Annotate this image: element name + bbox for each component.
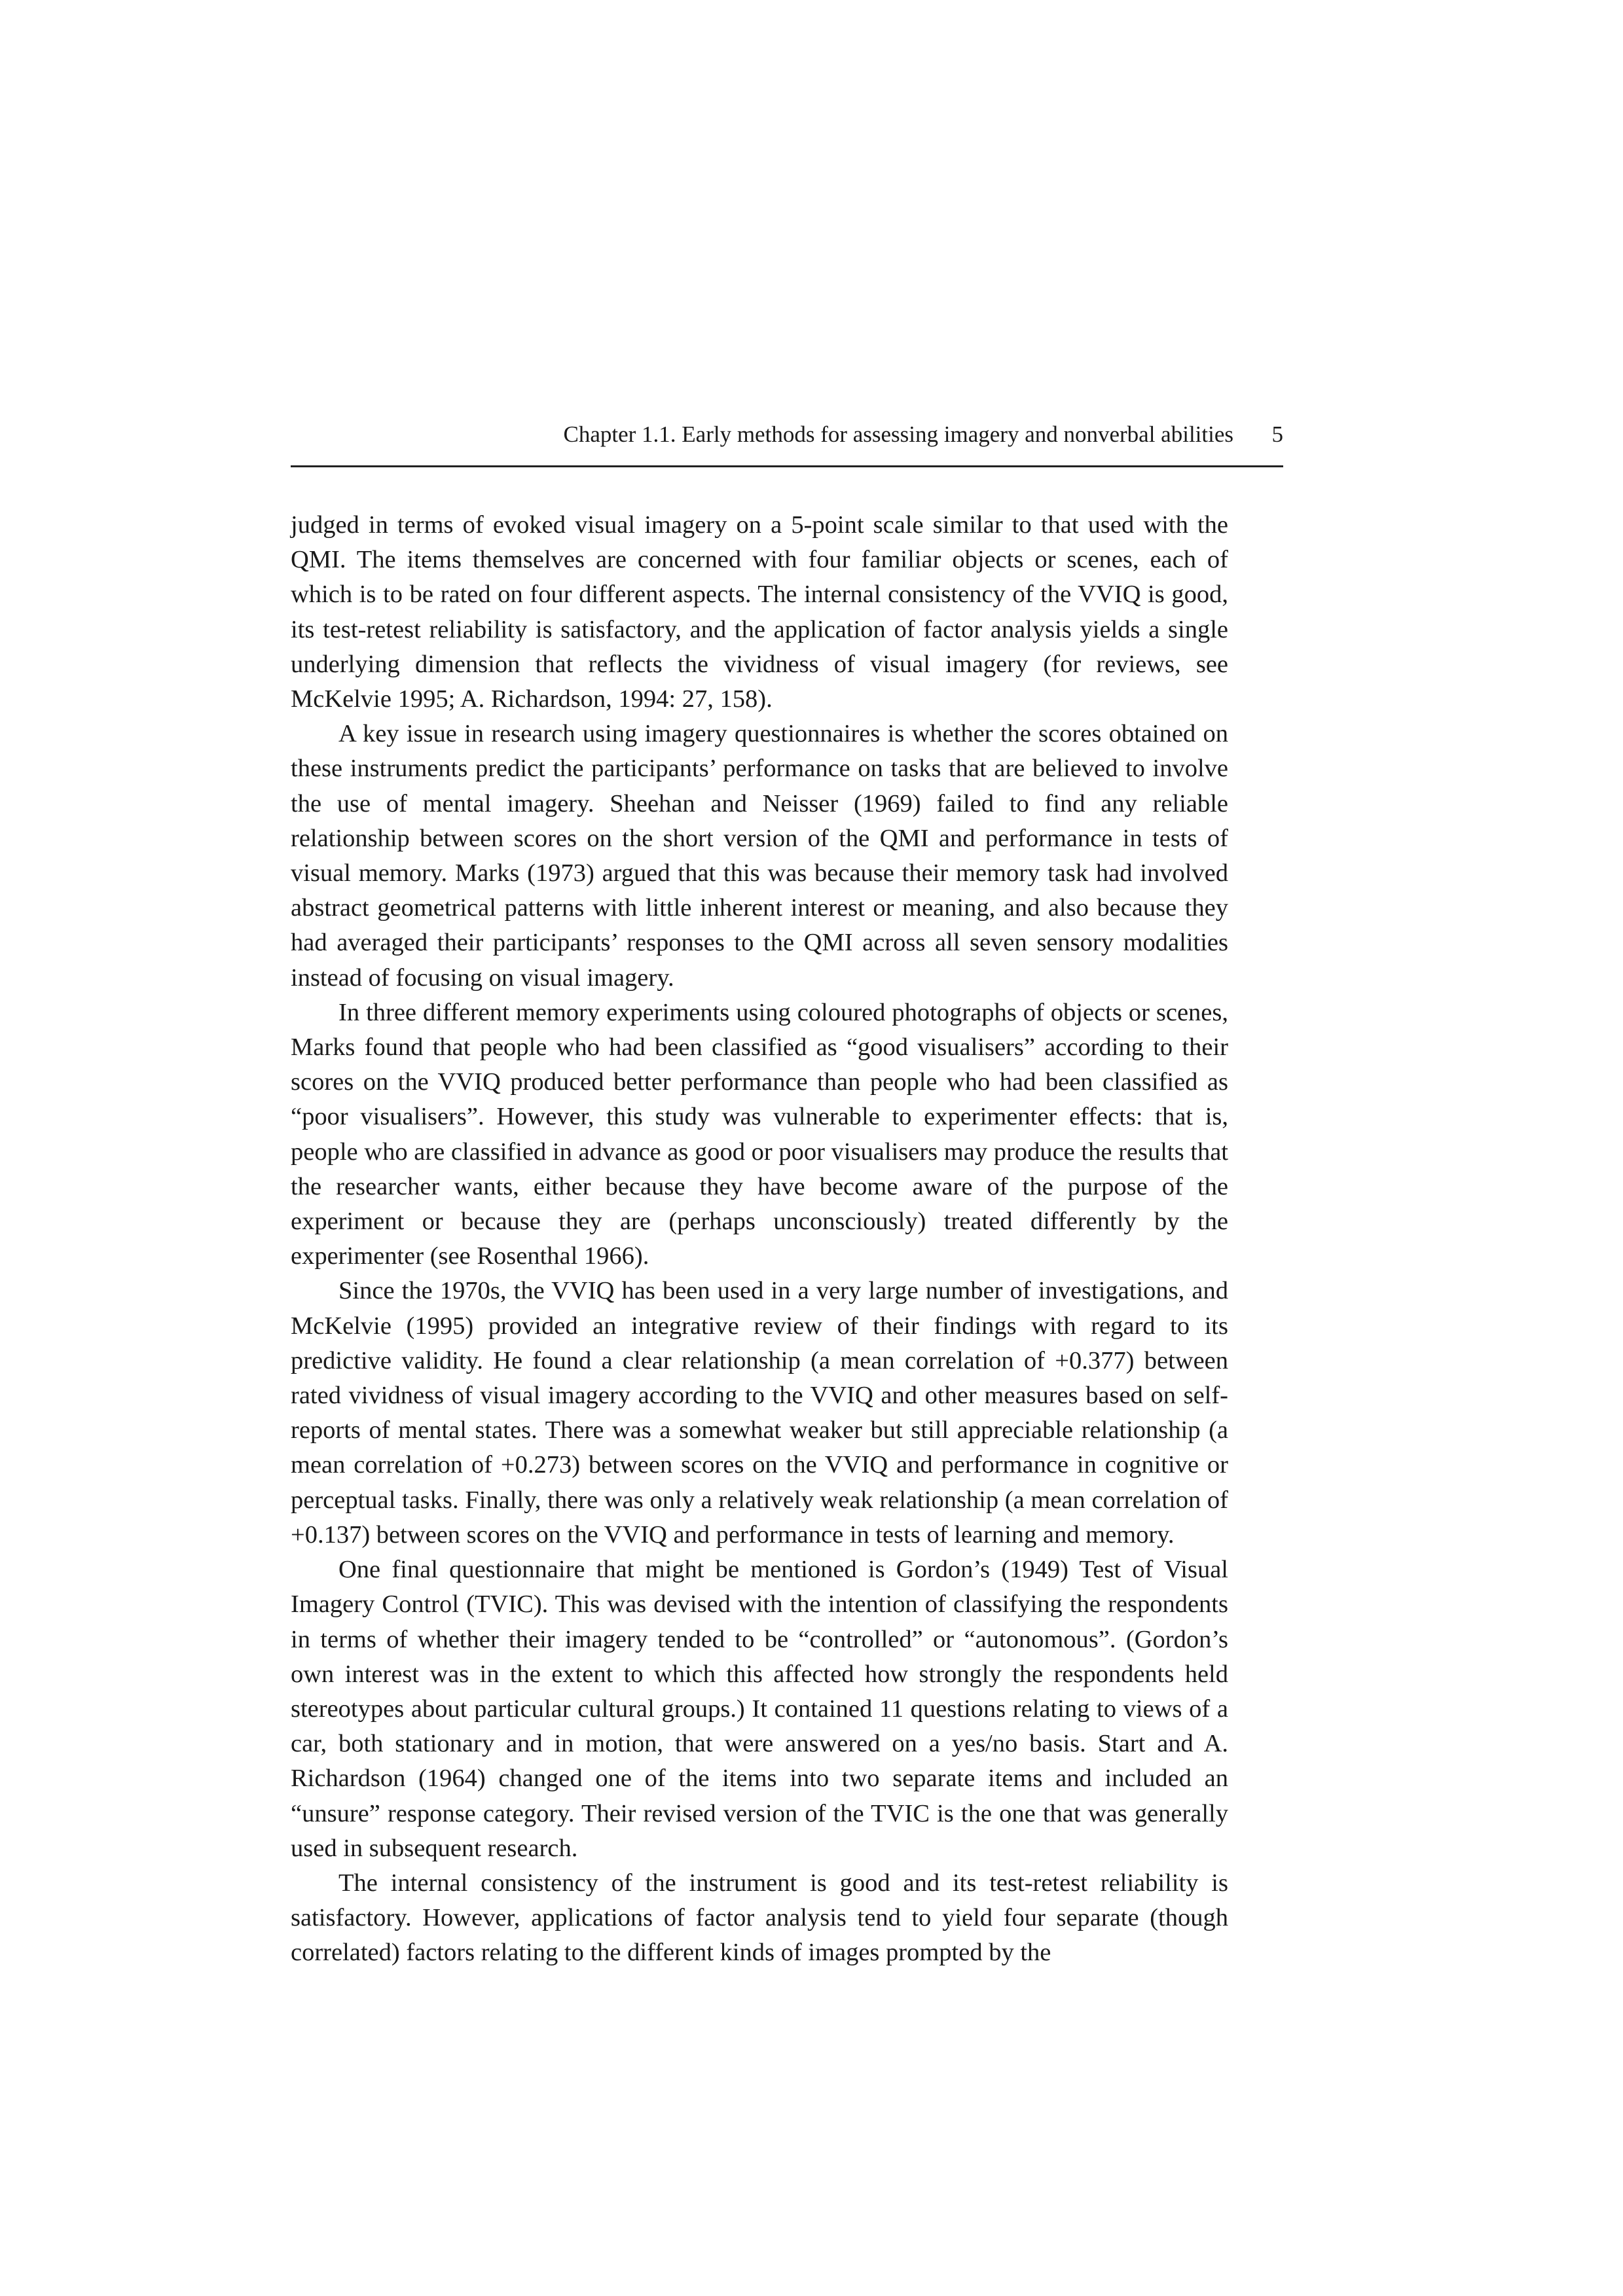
paragraph-vviq-review: Since the 1970s, the VVIQ has been used in a very large number of investigations, and McKelvie (1995) provided an integrative review of their findings with regard to its predictive validity. He found a clear relationship (a mean correlation of +0.377) between rated vividness of visual imagery according to the VVIQ and other measures based on self-reports of mental states. There was a somewhat weaker but still appreciable relationship (a mean correlation of +0.273) between scores on the VVIQ and performance in cognitive or perceptual tasks. Finally, there was only a relatively weak relationship (a mean correlation of +0.137) between scores on the VVIQ and performance in tests of learning and memory. xyxy=(291,1277,1228,1549)
paragraph-internal-consistency: The internal consistency of the instrument is good and its test-retest reliability is satisfactory. However, applications of factor analysis tend to yield four separate (though correlated) factors relating to the different kinds of images prompted by the xyxy=(291,1869,1228,1967)
paragraph-memory-experiments: In three different memory experiments using coloured photographs of objects or scenes, Marks found that people who had been classified as “good visualisers” according to their scores on the VVIQ produced better performance than people who had been classified as “poor visualisers”. However, this study was vulnerable to experimenter effects: that is, people who are classified in advance as good or poor visualisers may produce the results that the researcher wants, either because they have become aware of the purpose of the experiment or because they are (perhaps unconsciously) treated differently by the experimenter (see Rosenthal 1966). xyxy=(291,998,1228,1270)
body-text xyxy=(291,508,1228,1971)
running-head-title: Chapter 1.1. Early methods for assessing imagery and nonverbal abilities xyxy=(563,422,1233,447)
page-number: 5 xyxy=(1271,422,1283,447)
paragraph-tvic: One final questionnaire that might be mentioned is Gordon’s (1949) Test of Visual Imagery Control (TVIC). This was devised with the intention of classifying the respondents in terms of whether their imagery tended to be “controlled” or “autonomous”. (Gordon’s own interest was in the extent to which this affected how strongly the respondents held stereotypes about particular cultural groups.) It contained 11 questions relating to views of a car, both stationary and in motion, that were answered on a yes/no basis. Start and A. Richardson (1964) changed one of the items into two separate items and included an “unsure” response category. Their revised version of the TVIC is the one that was generally used in subsequent research. xyxy=(291,1556,1228,1862)
paragraph-key-issue: A key issue in research using imagery questionnaires is whether the scores obtained on these instruments predict the participants’ performance on tasks that are believed to involve the use of mental imagery. Sheehan and Neisser (1969) failed to find any reliable relationship between scores on the short version of the QMI and performance in tests of visual memory. Marks (1973) argued that this was because their memory task had involved abstract geometrical patterns with little inherent interest or meaning, and also because they had averaged their participants’ responses to the QMI across all seven sensory modalities instead of focusing on visual imagery. xyxy=(291,720,1228,992)
paragraph-continued: judged in terms of evoked visual imagery on a 5-point scale similar to that used with the QMI. The items themselves are concerned with four familiar objects or scenes, each of which is to be rated on four different aspects. The internal consistency of the VVIQ is good, its test-retest reliability is satisfactory, and the application of factor analysis yields a single underlying dimension that reflects the vividness of visual imagery (for reviews, see McKelvie 1995; A. Richardson, 1994: 27, 158). xyxy=(291,511,1228,713)
running-head xyxy=(291,419,1283,467)
